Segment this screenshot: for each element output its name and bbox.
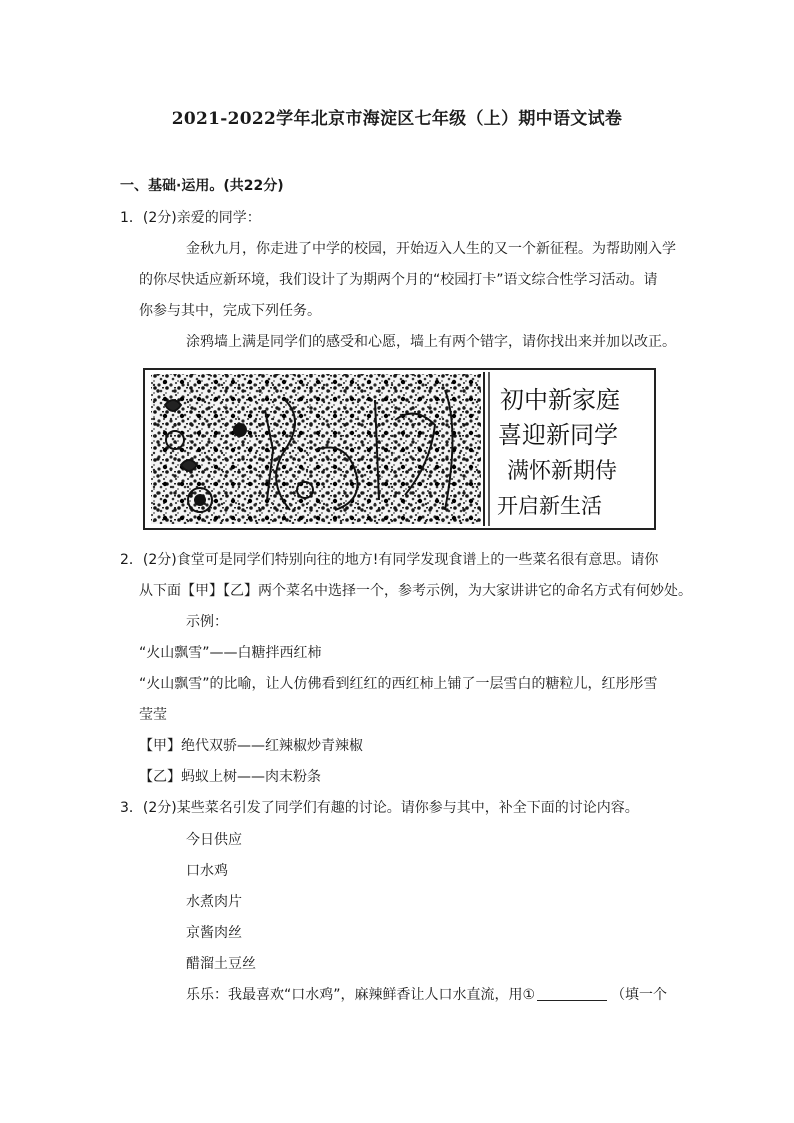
example-dish: “火山飘雪”——白糖拌西红柿 xyxy=(139,645,322,661)
q1-paragraph-line: 你参与其中，完成下列任务。 xyxy=(139,303,321,319)
dish-option-jia: 【甲】绝代双骄——红辣椒炒青辣椒 xyxy=(139,738,363,754)
discussion-text: 乐乐：我最喜欢“口水鸡”，麻辣鲜香让人口水直流，用① xyxy=(186,987,536,1003)
answer-blank[interactable] xyxy=(537,986,607,1001)
question-number: 1． xyxy=(120,210,143,226)
example-label: 示例： xyxy=(186,614,228,630)
q2-text-line: 从下面【甲】【乙】两个菜名中选择一个，参考示例，为大家讲讲它的命名方式有何妙处。 xyxy=(139,583,692,599)
wall-handwriting xyxy=(497,386,620,518)
exam-title: 2021-2022学年北京市海淀区七年级（上）期中语文试卷 xyxy=(171,109,623,129)
wall-line: 初中新家庭 xyxy=(500,386,620,414)
question-score: (2分) xyxy=(142,552,177,568)
wall-line: 开启新生活 xyxy=(497,494,602,518)
q1-paragraph-line: 的你尽快适应新环境，我们设计了为期两个月的“校园打卡”语文综合性学习活动。请 xyxy=(139,272,658,288)
question-number: 3． xyxy=(120,800,143,816)
question-text: 某些菜名引发了同学们有趣的讨论。请你参与其中，补全下面的讨论内容。 xyxy=(176,800,639,816)
q1-task: 涂鸦墙上满是同学们的感受和心愿，墙上有两个错字，请你找出来并加以改正。 xyxy=(186,334,676,350)
menu-item: 京酱肉丝 xyxy=(186,925,242,941)
wall-line: 喜迎新同学 xyxy=(498,421,618,449)
question-1-header xyxy=(120,208,261,228)
graffiti-wall-image xyxy=(143,368,656,530)
discussion-line xyxy=(186,985,667,1005)
question-text: 亲爱的同学： xyxy=(176,210,261,226)
menu-item: 水煮肉片 xyxy=(186,894,242,910)
section-heading: 一、基础·运用。(共22分) xyxy=(120,178,284,194)
wall-line: 满怀新期侍 xyxy=(507,459,618,484)
menu-item: 今日供应 xyxy=(186,832,242,848)
menu-item: 醋溜土豆丝 xyxy=(186,956,256,972)
question-3-header xyxy=(120,798,639,818)
question-number: 2． xyxy=(120,552,143,568)
question-2-header xyxy=(120,550,658,570)
menu-item: 口水鸡 xyxy=(186,863,228,879)
question-score: (2分) xyxy=(142,210,177,226)
graffiti-wall-svg xyxy=(145,370,654,528)
example-explanation: “火山飘雪”的比喻，让人仿佛看到红红的西红柿上铺了一层雪白的糖粒儿，红彤彤雪 xyxy=(139,676,658,692)
example-explanation: 莹莹 xyxy=(139,707,167,723)
discussion-text: （填一个 xyxy=(611,987,668,1003)
question-text: 食堂可是同学们特别向往的地方!有同学发现食谱上的一些菜名很有意思。请你 xyxy=(176,552,659,568)
dish-option-yi: 【乙】蚂蚁上树——肉末粉条 xyxy=(139,769,321,785)
q1-paragraph-line: 金秋九月，你走进了中学的校园，开始迈入人生的又一个新征程。为帮助刚入学 xyxy=(186,241,676,257)
question-score: (2分) xyxy=(142,800,177,816)
